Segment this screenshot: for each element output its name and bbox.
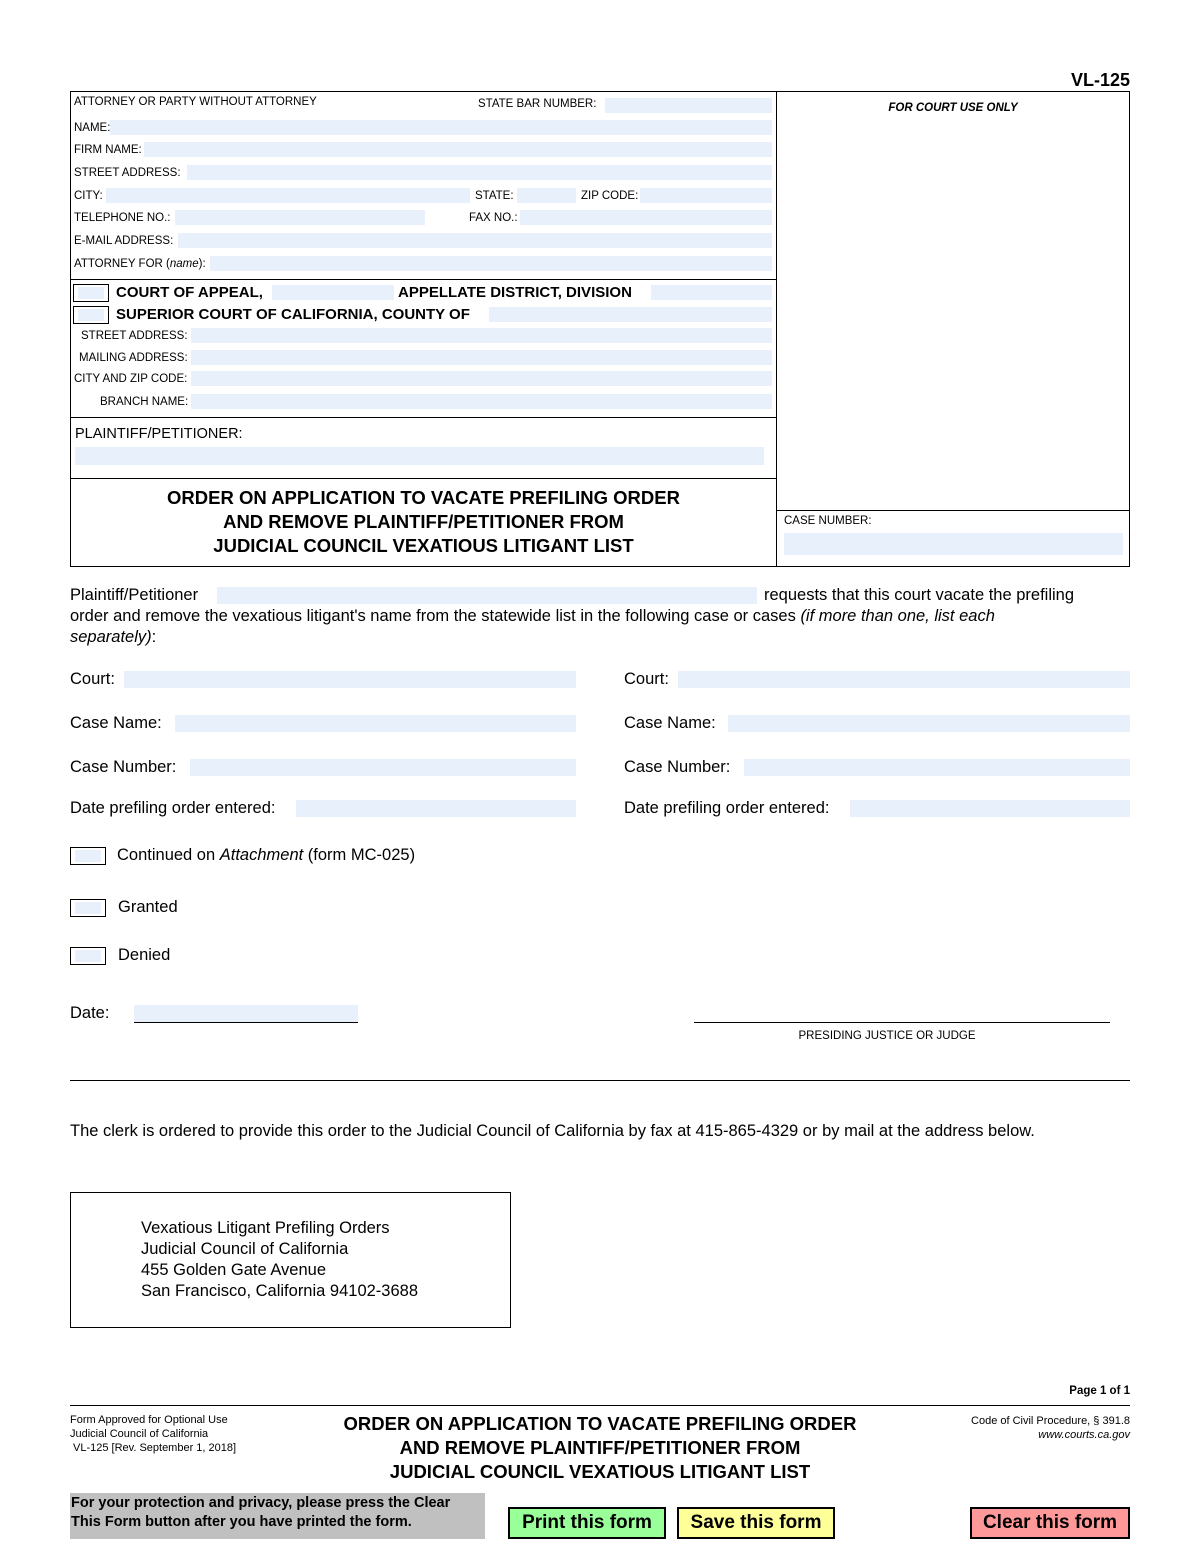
continued-label: Continued on Attachment (form MC-025)	[117, 846, 416, 864]
court-street-field[interactable]	[191, 328, 772, 343]
case-number-field-1[interactable]	[190, 759, 576, 776]
date-entered-field-1[interactable]	[296, 800, 576, 817]
court-mailing-field[interactable]	[191, 350, 772, 365]
case-name-field-2[interactable]	[728, 715, 1130, 732]
email-field[interactable]	[178, 233, 772, 248]
footer-title: ORDER ON APPLICATION TO VACATE PREFILING ORDER AND REMOVE PLAINTIFF/PETITIONER FROM JUDICIAL COUNCIL VEXATIOUS LITIGANT LIST	[343, 1413, 857, 1482]
case-name-label-2: Case Name:	[624, 714, 716, 732]
denied-label: Denied	[118, 946, 171, 964]
case-name-label-1: Case Name:	[70, 714, 162, 732]
city-field[interactable]	[106, 188, 470, 203]
fax-field[interactable]	[520, 210, 772, 225]
continued-checkbox[interactable]	[70, 847, 106, 865]
date-entered-field-2[interactable]	[850, 800, 1130, 817]
form-number: VL-125	[1070, 70, 1130, 90]
request-start: Plaintiff/Petitioner	[70, 586, 199, 604]
county-field[interactable]	[489, 307, 772, 322]
denied-checkbox[interactable]	[70, 947, 106, 965]
city-label: CITY:	[74, 190, 103, 202]
court-field-2[interactable]	[678, 671, 1130, 688]
save-button[interactable]: Save this form	[677, 1507, 835, 1539]
court-cityzip-field[interactable]	[191, 371, 772, 386]
court-label-2: Court:	[624, 670, 669, 688]
form-title: ORDER ON APPLICATION TO VACATE PREFILING ORDER AND REMOVE PLAINTIFF/PETITIONER FROM JUDICIAL COUNCIL VEXATIOUS LITIGANT LIST	[167, 487, 680, 556]
superior-court-checkbox[interactable]	[73, 306, 109, 324]
page-number: Page 1 of 1	[1069, 1385, 1130, 1397]
superior-court-label: SUPERIOR COURT OF CALIFORNIA, COUNTY OF	[116, 306, 470, 323]
division-field[interactable]	[651, 285, 772, 300]
clerk-instructions: The clerk is ordered to provide this order to the Judicial Council of California by fax at 415-865-4329 or by mail at the address below.	[70, 1122, 1035, 1140]
zip-field[interactable]	[640, 188, 772, 203]
case-number-field[interactable]	[784, 533, 1123, 555]
clear-button[interactable]: Clear this form	[970, 1507, 1130, 1539]
fax-label: FAX NO.:	[469, 212, 518, 224]
firm-label: FIRM NAME:	[74, 144, 142, 156]
firm-field[interactable]	[144, 142, 772, 157]
phone-field[interactable]	[175, 210, 425, 225]
zip-label: ZIP CODE:	[581, 190, 639, 202]
court-label-1: Court:	[70, 670, 115, 688]
request-line-2: order and remove the vexatious litigant's name from the statewide list in the following case or cases (if more than one, list each	[70, 607, 995, 625]
signature-line	[694, 1022, 1110, 1023]
state-label: STATE:	[475, 190, 514, 202]
name-field[interactable]	[110, 120, 772, 135]
request-end: requests that this court vacate the prefiling	[764, 586, 1075, 604]
date-label: Date:	[70, 1004, 110, 1022]
phone-label: TELEPHONE NO.:	[74, 212, 171, 224]
state-field[interactable]	[517, 188, 576, 203]
court-mailing-label: MAILING ADDRESS:	[79, 352, 188, 364]
attorney-for-field[interactable]	[210, 256, 772, 271]
code-reference: Code of Civil Procedure, § 391.8 www.courts.ca.gov	[971, 1415, 1130, 1441]
email-label: E-MAIL ADDRESS:	[74, 235, 174, 247]
date-entered-label-2: Date prefiling order entered:	[624, 799, 830, 817]
court-cityzip-label: CITY AND ZIP CODE:	[74, 373, 188, 385]
case-number-label-1: Case Number:	[70, 758, 177, 776]
state-bar-field[interactable]	[605, 98, 772, 113]
mailing-address: Vexatious Litigant Prefiling Orders Judicial Council of California 455 Golden Gate Avenue San Francisco, California 94102-3688	[141, 1219, 418, 1300]
court-of-appeal-label: COURT OF APPEAL,	[116, 284, 263, 301]
case-number-label-2: Case Number:	[624, 758, 731, 776]
name-label: NAME:	[74, 122, 111, 134]
form-approval: Form Approved for Optional Use Judicial Council of California VL-125 [Rev. September 1, 2018]	[70, 1414, 237, 1454]
state-bar-label: STATE BAR NUMBER:	[478, 98, 597, 110]
appellate-district-label: APPELLATE DISTRICT, DIVISION	[398, 284, 632, 301]
attorney-label: ATTORNEY OR PARTY WITHOUT ATTORNEY	[74, 96, 317, 108]
case-number-label: CASE NUMBER:	[784, 515, 872, 527]
court-of-appeal-checkbox[interactable]	[73, 284, 109, 302]
court-branch-field[interactable]	[191, 394, 772, 409]
petitioner-name-field[interactable]	[217, 587, 757, 604]
case-name-field-1[interactable]	[175, 715, 576, 732]
print-button[interactable]: Print this form	[508, 1507, 666, 1539]
judge-label: PRESIDING JUSTICE OR JUDGE	[798, 1030, 976, 1042]
court-street-label: STREET ADDRESS:	[81, 330, 188, 342]
plaintiff-label: PLAINTIFF/PETITIONER:	[75, 426, 243, 442]
street-label: STREET ADDRESS:	[74, 167, 181, 179]
granted-checkbox[interactable]	[70, 899, 106, 917]
request-line-3: separately):	[70, 628, 157, 646]
court-branch-label: BRANCH NAME:	[100, 396, 189, 408]
court-use-label: FOR COURT USE ONLY	[888, 102, 1018, 114]
date-entered-label-1: Date prefiling order entered:	[70, 799, 276, 817]
attorney-for-label: ATTORNEY FOR (name):	[74, 258, 206, 270]
street-field[interactable]	[187, 165, 772, 180]
appellate-district-field[interactable]	[272, 285, 394, 300]
granted-label: Granted	[118, 898, 178, 916]
case-number-field-2[interactable]	[744, 759, 1130, 776]
court-field-1[interactable]	[124, 671, 576, 688]
date-field[interactable]	[134, 1005, 358, 1022]
plaintiff-field[interactable]	[75, 447, 764, 465]
privacy-notice: For your protection and privacy, please press the Clear This Form button after you have printed the form.	[70, 1493, 485, 1539]
